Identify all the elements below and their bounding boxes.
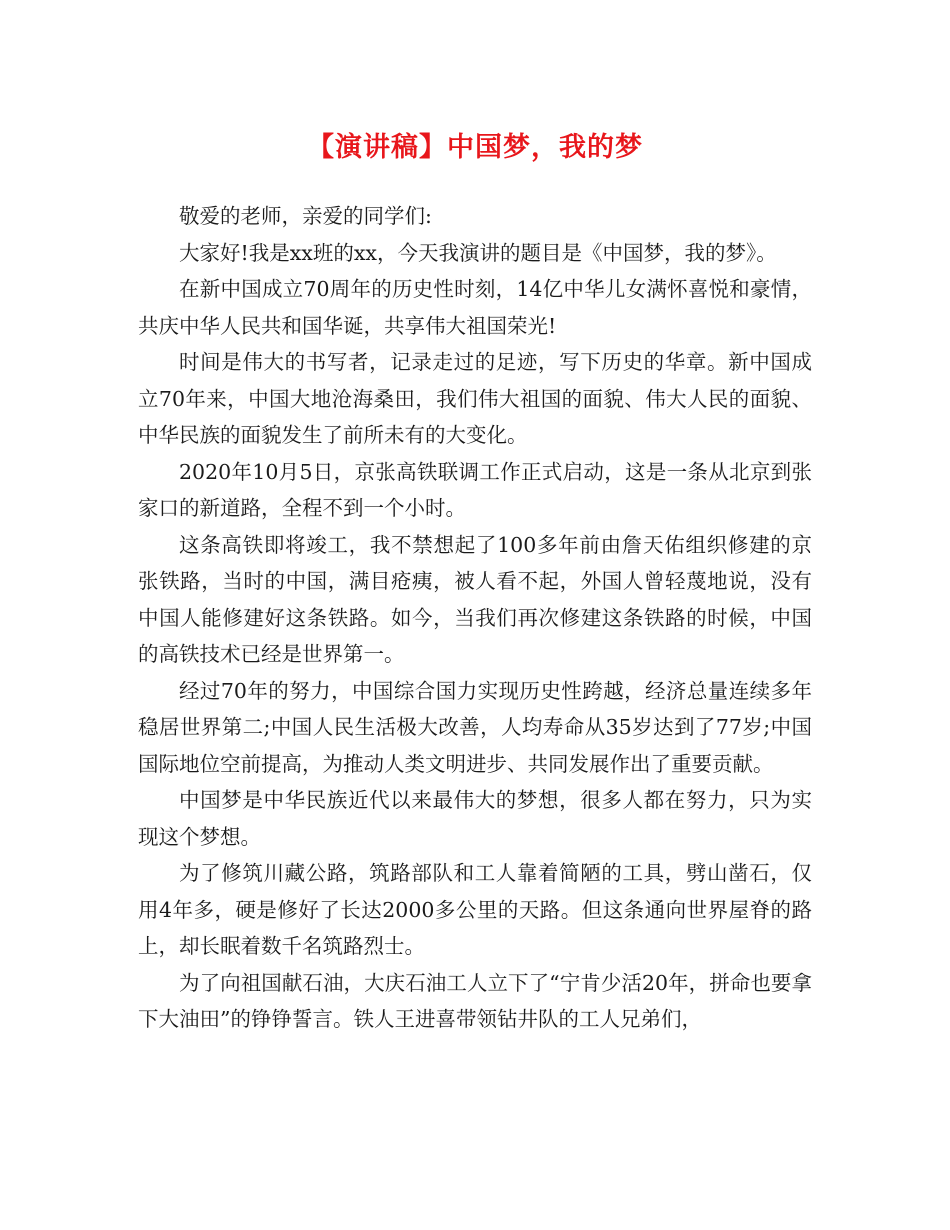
paragraph: 这条高铁即将竣工，我不禁想起了100多年前由詹天佑组织修建的京张铁路，当时的中国，满目疮痍，被人看不起，外国人曾轻蔑地说，没有中国人能修建好这条铁路。如今，当我们再次修建这条铁路的时候，中国的高铁技术已经是世界第一。 [138,532,812,666]
document-title: 【演讲稿】中国梦，我的梦 [307,132,643,163]
paragraph-introduction: 大家好!我是xx班的xx，今天我演讲的题目是《中国梦，我的梦》。 [179,240,777,265]
paragraph: 经过70年的努力，中国综合国力实现历史性跨越，经济总量连续多年稳居世界第二;中国人民生活极大改善，人均寿命从35岁达到了77岁;中国国际地位空前提高，为推动人类文明进步、共同发展作出了重要贡献。 [138,678,812,776]
paragraph-greeting: 敬爱的老师，亲爱的同学们: [179,204,432,228]
paragraph: 为了修筑川藏公路，筑路部队和工人靠着简陋的工具，劈山凿石，仅用4年多，硬是修好了长达2000多公里的天路。但这条通向世界屋脊的路上，却长眠着数千名筑路烈士。 [138,861,812,958]
paragraph: 中国梦是中华民族近代以来最伟大的梦想，很多人都在努力，只为实现这个梦想。 [138,788,812,849]
paragraph: 在新中国成立70周年的历史性时刻，14亿中华儿女满怀喜悦和豪情，共庆中华人民共和国华诞，共享伟大祖国荣光! [138,277,812,338]
paragraph: 时间是伟大的书写者，记录走过的足迹，写下历史的华章。新中国成立70年来，中国大地沧海桑田，我们伟大祖国的面貌、伟大人民的面貌、中华民族的面貌发生了前所未有的大变化。 [138,350,812,447]
paragraph: 2020年10月5日，京张高铁联调工作正式启动，这是一条从北京到张家口的新道路，全程不到一个小时。 [138,459,812,520]
document-body [138,198,812,1038]
paragraph: 为了向祖国献石油，大庆石油工人立下了“宁肯少活20年，拼命也要拿下大油田”的铮铮誓言。铁人王进喜带领钻井队的工人兄弟们， [138,970,812,1031]
